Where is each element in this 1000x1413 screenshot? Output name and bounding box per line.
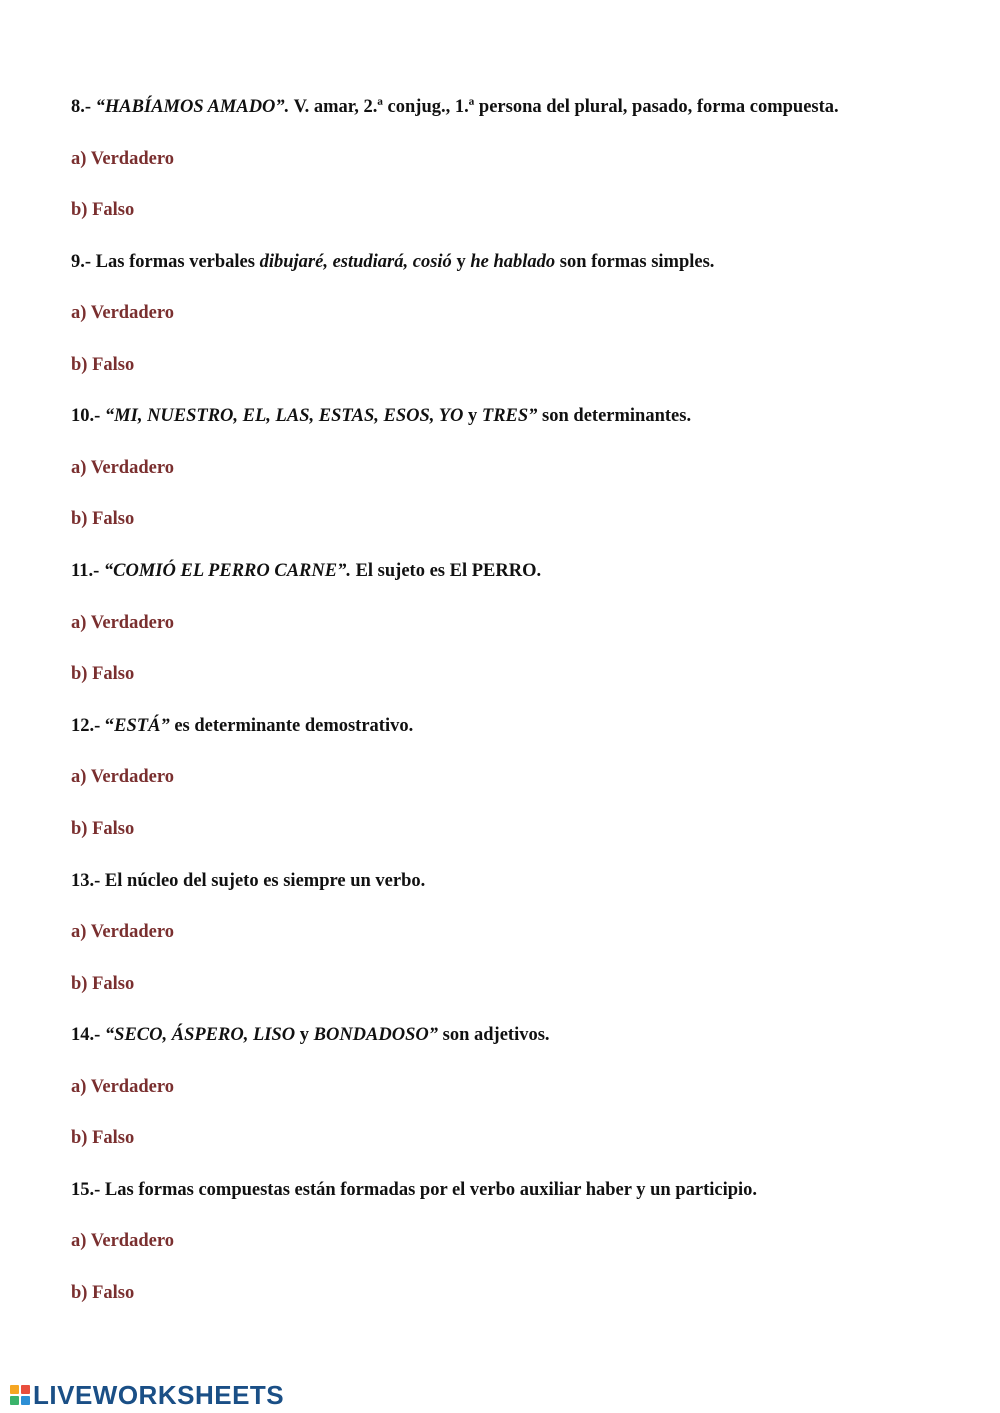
question-text-part: TRES”	[481, 406, 538, 426]
question-text-part: y	[451, 252, 471, 272]
option-verdadero[interactable]: a) Verdadero	[71, 613, 174, 633]
question-text-part: Las formas compuestas están formadas por el verbo auxiliar haber y un participio.	[100, 1180, 758, 1200]
option-falso[interactable]: b) Falso	[71, 1283, 135, 1303]
question-number: 8.-	[71, 97, 92, 117]
question-number: 11.-	[71, 561, 100, 581]
question-text-part: he hablado	[470, 252, 556, 272]
question-14	[71, 1024, 550, 1046]
question-text-part: es determinante demostrativo.	[169, 716, 414, 736]
option-verdadero[interactable]: a) Verdadero	[71, 1231, 174, 1251]
question-text-part: “	[100, 716, 115, 736]
question-number: 12.-	[71, 716, 101, 736]
option-verdadero[interactable]: a) Verdadero	[71, 1077, 174, 1097]
question-8	[71, 96, 839, 118]
option-falso[interactable]: b) Falso	[71, 974, 135, 994]
question-text-part: son formas simples.	[555, 252, 715, 272]
question-text-part: y	[463, 406, 482, 426]
question-10	[71, 405, 691, 427]
option-verdadero[interactable]: a) Verdadero	[71, 767, 174, 787]
question-text-part: BONDADOSO”	[313, 1025, 439, 1045]
question-text-part: Las formas verbales	[91, 252, 260, 272]
question-9	[71, 251, 714, 273]
option-falso[interactable]: b) Falso	[71, 819, 135, 839]
question-number: 15.-	[71, 1180, 101, 1200]
question-text-part: son determinantes.	[537, 406, 692, 426]
brand-footer	[10, 1381, 284, 1409]
option-falso[interactable]: b) Falso	[71, 509, 135, 529]
question-number: 13.-	[71, 871, 101, 891]
question-text-part: “MI, NUESTRO, EL, LAS, ESTAS, ESOS, YO	[100, 406, 464, 426]
question-text-part: El sujeto es El PERRO.	[350, 561, 542, 581]
question-text-part: y	[295, 1025, 314, 1045]
question-text-part: “HABÍAMOS AMADO”.	[91, 97, 290, 117]
brand-name: LIVEWORKSHEETS	[33, 1380, 285, 1410]
question-text-part: V. amar, 2.ª conjug., 1.ª persona del plural, pasado, forma compuesta.	[289, 97, 839, 117]
question-number: 14.-	[71, 1025, 101, 1045]
question-number: 10.-	[71, 406, 101, 426]
option-verdadero[interactable]: a) Verdadero	[71, 922, 174, 942]
option-falso[interactable]: b) Falso	[71, 355, 135, 375]
question-text-part: ESTÁ”	[114, 716, 170, 736]
liveworksheets-logo-icon	[10, 1385, 30, 1405]
question-text-part: “SECO, ÁSPERO, LISO	[100, 1025, 296, 1045]
option-falso[interactable]: b) Falso	[71, 1128, 135, 1148]
question-12	[71, 715, 413, 737]
option-falso[interactable]: b) Falso	[71, 664, 135, 684]
option-verdadero[interactable]: a) Verdadero	[71, 149, 174, 169]
question-text-part: son adjetivos.	[438, 1025, 550, 1045]
question-text-part: “COMIÓ EL PERRO CARNE”.	[99, 561, 351, 581]
option-verdadero[interactable]: a) Verdadero	[71, 303, 174, 323]
question-13	[71, 870, 425, 892]
question-text-part: El núcleo del sujeto es siempre un verbo.	[100, 871, 426, 891]
question-15	[71, 1179, 757, 1201]
option-falso[interactable]: b) Falso	[71, 200, 135, 220]
question-11	[71, 560, 541, 582]
option-verdadero[interactable]: a) Verdadero	[71, 458, 174, 478]
question-number: 9.-	[71, 252, 92, 272]
question-text-part: dibujaré, estudiará, cosió	[259, 252, 452, 272]
